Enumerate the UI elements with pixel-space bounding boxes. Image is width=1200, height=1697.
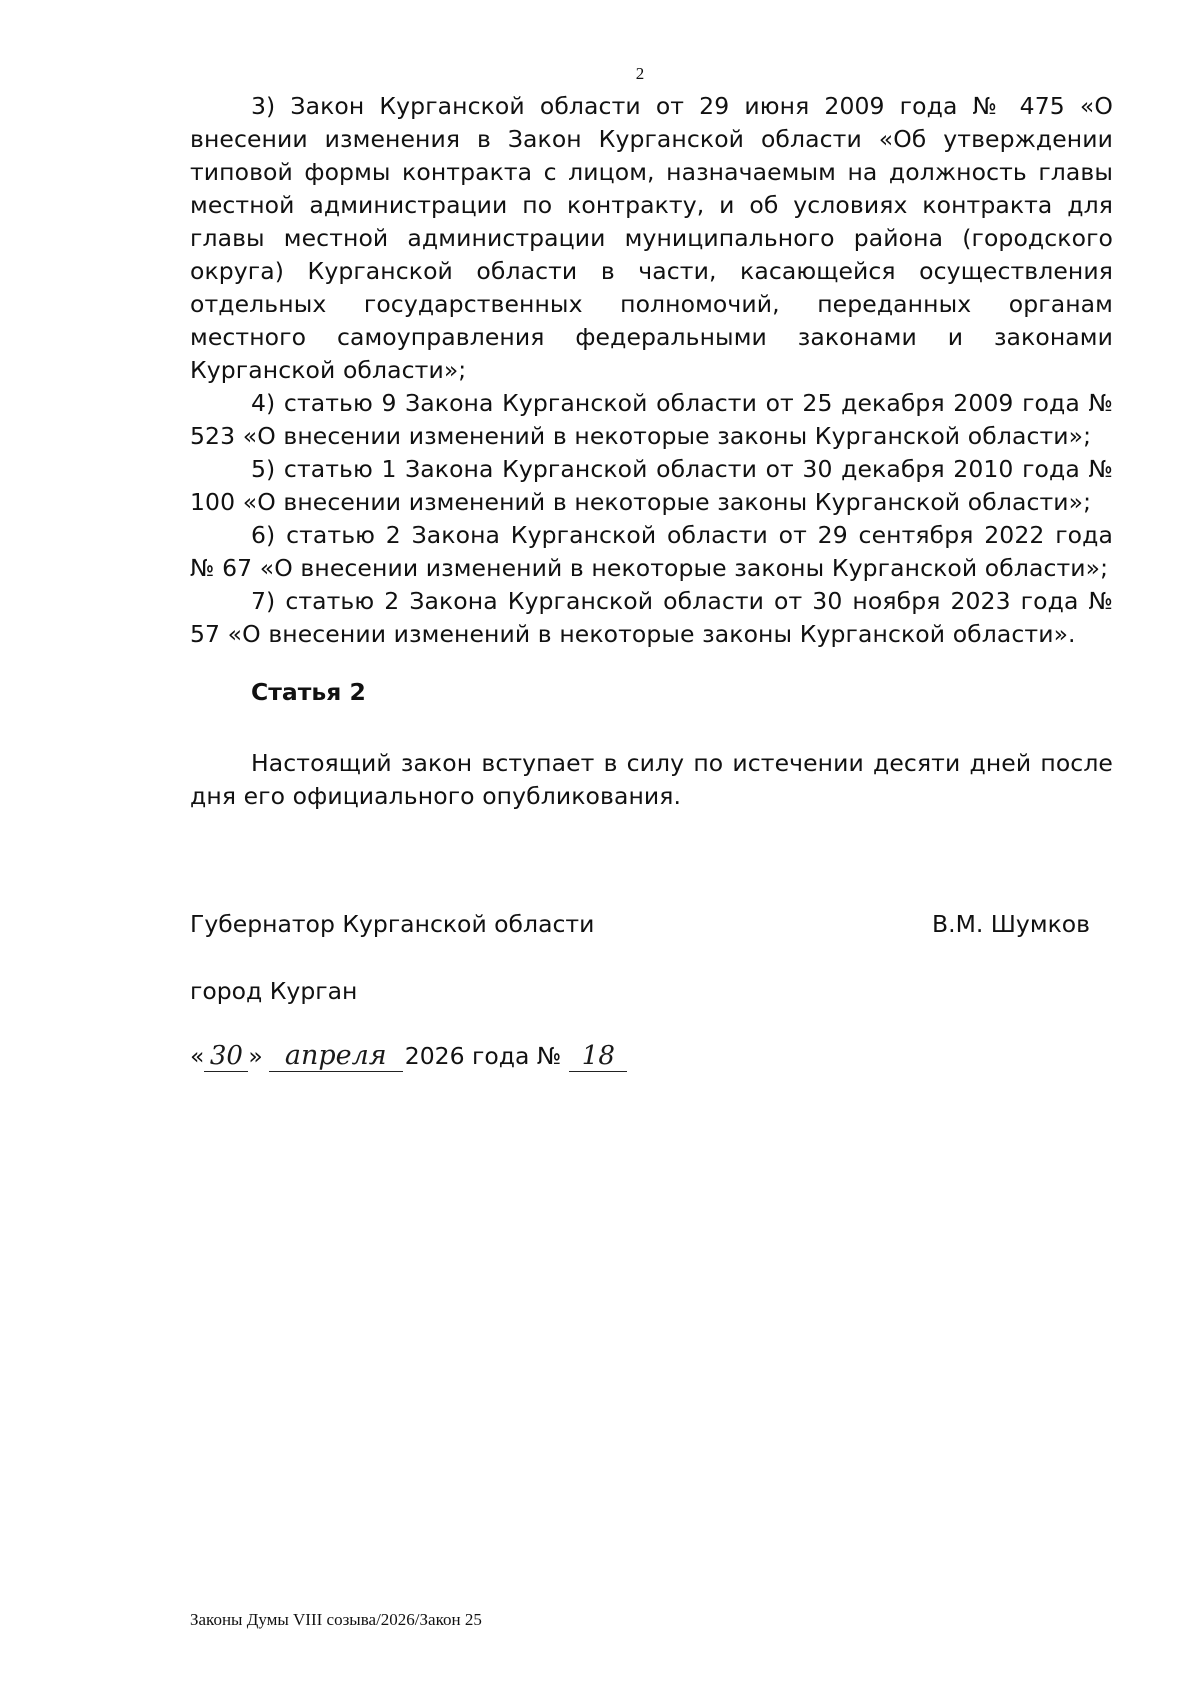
list-item: 4) статью 9 Закона Курганской области от 25 декабря 2009 года № 523 «О внесении изменений в некоторые законы Курганской области»; xyxy=(190,389,1113,450)
article-2-body xyxy=(190,747,1113,813)
city-line: город Курган xyxy=(190,977,358,1005)
handwritten-law-number: 18 xyxy=(569,1041,627,1072)
date-line xyxy=(190,1036,627,1076)
list-item: 7) статью 2 Закона Курганской области от 30 ноября 2023 года № 57 «О внесении изменений в некоторые законы Курганской области». xyxy=(190,587,1113,648)
close-quote: » xyxy=(248,1042,263,1070)
article-2-text: Настоящий закон вступает в силу по истечении десяти дней после дня его официального опубликования. xyxy=(190,749,1113,810)
handwritten-month: апреля xyxy=(269,1041,403,1072)
footer-doc-path: Законы Думы VIII созыва/2026/Закон 25 xyxy=(190,1610,482,1629)
article-2-heading: Статья 2 xyxy=(251,678,366,706)
handwritten-day: 30 xyxy=(204,1041,248,1072)
list-item: 3) Закон Курганской области от 29 июня 2009 года № 475 «О внесении изменения в Закон Курганской области «Об утверждении типовой формы контракта с лицом, назначаемым на должность главы местной администрации по контракту, и об условиях контракта для главы местной администрации муниципального района (городского округа) Курганской области в части, касающейся осуществления отдельных государственных полномочий, переданных органам местного самоуправления федеральными законами и законами Курганской области»; xyxy=(190,92,1113,384)
list-item: 6) статью 2 Закона Курганской области от 29 сентября 2022 года № 67 «О внесении изменений в некоторые законы Курганской области»; xyxy=(190,521,1113,582)
repealed-laws-list xyxy=(190,90,1113,651)
page-number: 2 xyxy=(635,64,645,83)
open-quote: « xyxy=(190,1042,205,1070)
list-item: 5) статью 1 Закона Курганской области от 30 декабря 2010 года № 100 «О внесении изменений в некоторые законы Курганской области»; xyxy=(190,455,1113,516)
signatory-name: В.М. Шумков xyxy=(932,910,1090,938)
signature-position: Губернатор Курганской области xyxy=(190,910,595,938)
year-text: 2026 года № xyxy=(404,1042,562,1070)
